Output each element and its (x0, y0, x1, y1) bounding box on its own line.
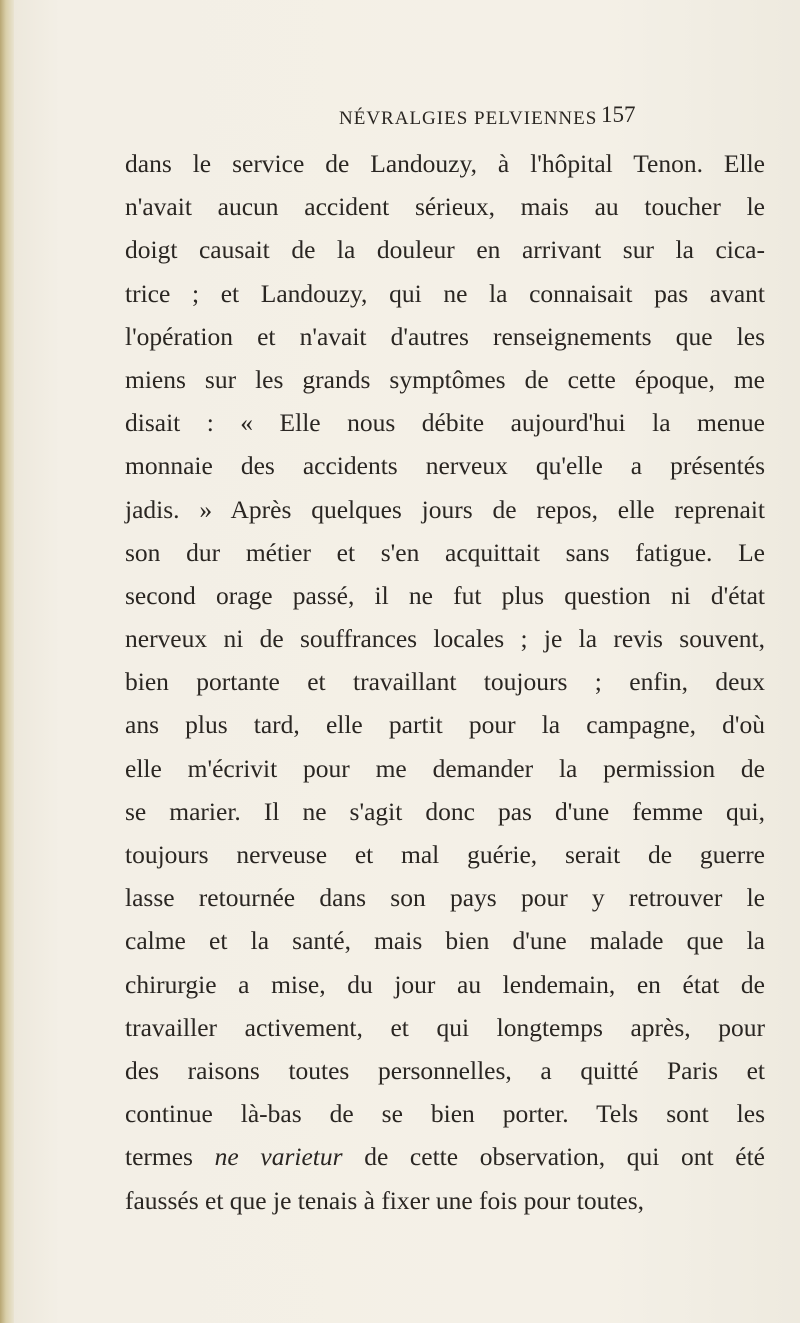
text-line: nerveux ni de souffrances locales ; je la revis souvent, (125, 624, 765, 654)
running-title: NÉVRALGIES PELVIENNES (339, 108, 598, 129)
text-line: jadis. » Après quelques jours de repos, elle reprenait (125, 494, 765, 524)
body-text (125, 142, 765, 1222)
text-line: monnaie des accidents nerveux qu'elle a présentés (125, 451, 765, 481)
text-line: lasse retournée dans son pays pour y retrouver le (125, 883, 765, 913)
text-line: continue là-bas de se bien porter. Tels sont les (125, 1099, 765, 1129)
text-line: toujours nerveuse et mal guérie, serait de guerre (125, 840, 765, 869)
text-segment: de cette observation, qui ont été (342, 1142, 765, 1172)
text-line: disait : « Elle nous débite aujourd'hui la menue (125, 408, 765, 438)
running-head (0, 102, 800, 138)
text-line-with-italic (125, 1135, 765, 1178)
text-line: elle m'écrivit pour me demander la permission de (125, 753, 765, 783)
text-line: trice ; et Landouzy, qui ne la connaisait pas avant (125, 278, 765, 308)
page-binding-edge (0, 0, 14, 1323)
text-line: son dur métier et s'en acquittait sans fatigue. Le (125, 537, 765, 567)
page-number: 157 (601, 102, 636, 127)
text-line: dans le service de Landouzy, à l'hôpital Tenon. Elle (125, 149, 765, 178)
text-line: ans plus tard, elle partit pour la campagne, d'où (125, 710, 765, 740)
text-line: bien portante et travaillant toujours ; enfin, deux (125, 667, 765, 697)
text-line: travailler activement, et qui longtemps après, pour (125, 1012, 765, 1042)
text-line: miens sur les grands symptômes de cette époque, me (125, 364, 765, 394)
text-line: faussés et que je tenais à fixer une fois pour toutes, (125, 1185, 645, 1215)
text-line: second orage passé, il ne fut plus question ni d'état (125, 580, 765, 610)
text-line: chirurgie a mise, du jour au lendemain, en état de (125, 969, 765, 999)
text-line: doigt causait de la douleur en arrivant sur la cica- (125, 235, 765, 265)
text-line: n'avait aucun accident sérieux, mais au toucher le (125, 192, 765, 222)
text-segment: termes (125, 1142, 215, 1172)
text-line: l'opération et n'avait d'autres renseignements que les (125, 321, 765, 351)
italic-phrase: ne varietur (214, 1142, 343, 1172)
text-line: se marier. Il ne s'agit donc pas d'une femme qui, (125, 796, 765, 826)
text-line: calme et la santé, mais bien d'une malade que la (125, 926, 765, 956)
text-line: des raisons toutes personnelles, a quitté Paris et (125, 1055, 765, 1085)
